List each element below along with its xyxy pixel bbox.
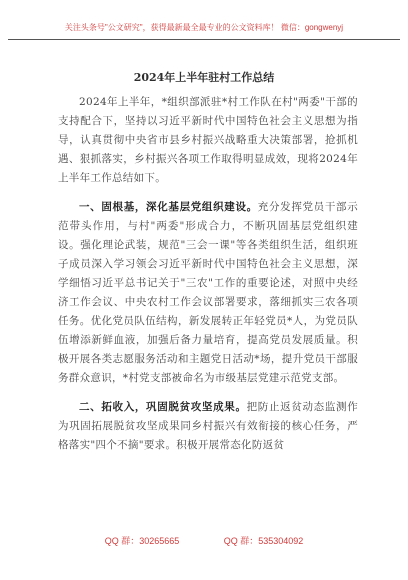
section-1-heading: 一、固根基，深化基层党组织建设。 (79, 201, 258, 213)
footer-qq-group-2: QQ 群：535304092 (223, 536, 304, 546)
section-2-heading: 二、拓收入，巩固脱贫攻坚成果。 (79, 401, 247, 413)
document-body (58, 93, 358, 465)
header-notice: 关注头条号"公文研究"，获得最新最全最专业的公文资料库！ 微信：gongwenyj (64, 23, 344, 32)
intro-paragraph: 2024年上半年，*组织部派驻*村工作队在村"两委"干部的支持配合下，坚持以习近平新时代中国特色社会主义思想为指导，认真贯彻中央省市县乡村振兴战略重大决策部署，抢抓机遇、狠抓落实，乡村振兴各项工作取得明显成效，现将2024年上半年工作总结如下。 (58, 96, 358, 184)
footer-qq-group-1: QQ 群：30265665 (104, 536, 180, 546)
section-2-paragraph (58, 398, 358, 455)
section-1-body: 充分发挥党员干部示范带头作用，与村"两委"形成合力，不断巩固基层党组织建设。强化理论武装，规范"三会一课"等各类组织生活，组织班子成员深入学习领会习近平新时代中国特色社会主义思想，深学细悟习近平总书记关于"三农"工作的重要论述，对照中央经济工作会议、中央农村工作会议部署要求，落细抓实三农各项任务。优化党员队伍结构，新发展转正年轻党员*人，为党员队伍增添新鲜血液，加强后备力量培育，提高党员发展质量。积极开展各类志愿服务活动和主题党日活动*场，提升党员干部服务群众意识，*村党支部被命名为市级基层党建示范党支部。 (58, 201, 358, 384)
footer-contact (0, 534, 408, 547)
header-divider (8, 39, 400, 40)
document-title: 2024年上半年驻村工作总结 (133, 71, 275, 84)
section-2-body: 把防止返贫动态监测作为巩固拓展脱贫攻坚成果同乡村振兴有效衔接的核心任务，严格落实"四个不摘"要求。积极开展常态化防返贫 (58, 401, 358, 451)
section-1-paragraph (58, 198, 358, 388)
